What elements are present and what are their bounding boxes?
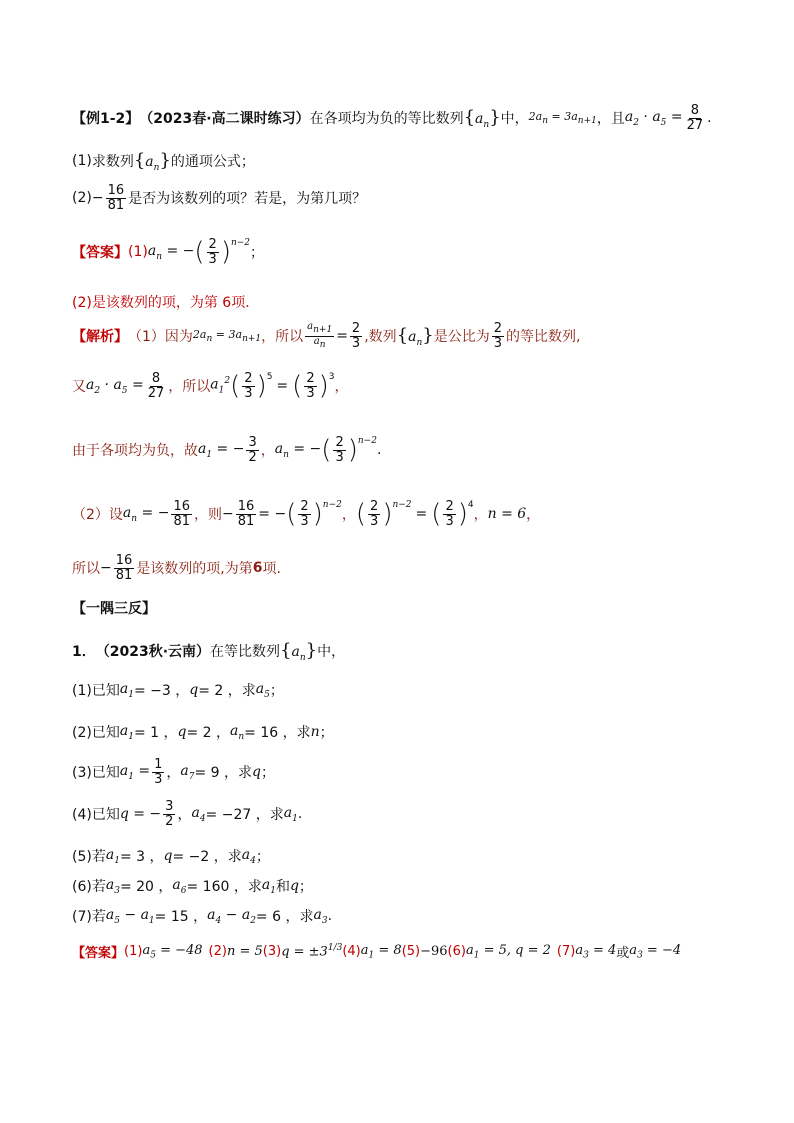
practice-item-6: (6)若 $a_3$ = 20 ， $a_6$ = 160 ，求 $a_1$ 和 q ；: [72, 876, 313, 896]
answer-line-1: 【答案】 (1) $a_n$ = − ( $\frac{2}{3}$ ) $^{n-2}$ ；: [72, 237, 265, 268]
practice-item-7: (7)若 $a_5 - a_1$ = 15 ， $a_4 - a_2$ = 6 ，求 $a_3$ .: [72, 906, 333, 926]
practice-item-1: (1)已知 $a_1$ = −3 ， q = 2 ，求 $a_5$ ；: [72, 680, 284, 700]
practice-item-4: (4)已知 q = − $\frac{3}{2}$ ， $a_4$ = −27 ，求 $a_1$ .: [72, 799, 303, 829]
practice-item-2: (2)已知 $a_1$ = 1 ， q = 2 ， $a_n$ = 16 ，求 n ；: [72, 722, 334, 742]
frac-8-27: $\frac{8}{27}$: [686, 103, 704, 133]
answer-line-2: (2)是该数列的项，为第 6项.: [72, 295, 250, 311]
example-source: （2023春·高二课时练习）: [139, 111, 310, 128]
cond-2an: $2a_n = 3a_{n+1}$: [528, 110, 597, 127]
example-tag: 【例1-2】: [72, 111, 140, 128]
solution-line-5: 所以 − $\frac{16}{81}$ 是该数列的项,为第 6 项.: [72, 553, 281, 583]
example-stem-line: 【例1-2】 （2023春·高二课时练习） 在各项均为负的等比数列 $\{a_n\}$ 中， $2a_n = 3a_{n+1}$ ，且 $a_2 \cdot a_5$ = $\frac{8}{27}$ .: [72, 103, 712, 133]
final-answer-tag: 【答案】: [72, 946, 125, 961]
final-answer-line: 【答案】 (1) $a_5 = -48$ (2) n = 5 (3) $q = \pm 3^{1/3}$ (4) $a_1 = 8$ (5) −96 (6) $a_1 = 5$, q = 2 (7) $a_3 = 4$ 或 $a_3 = -4$: [72, 942, 682, 961]
practice-item-5: (5)若 $a_1$ = 3 ， q = −2 ，求 $a_4$ ；: [72, 846, 270, 866]
example-stem: 在各项均为负的等比数列: [309, 111, 464, 128]
solution-line-3: 由于各项均为负，故 $a_1$ = − $\frac{3}{2}$ ， $a_n$ = − ( $\frac{2}{3}$ ) $^{n-2}$ .: [72, 435, 382, 466]
solution-line-2: 又 $a_2 \cdot a_5$ = $\frac{8}{27}$ ，所以 $a_1^2$ ( $\frac{2}{3}$ ) $^5$ = ( $\frac{2}{3}$ ) $^3$ ，: [72, 371, 349, 402]
practice-title: 【一隅三反】: [72, 601, 156, 617]
question-2: (2) − $\frac{16}{81}$ 是否为该数列的项？若是，为第几项？: [72, 183, 367, 213]
solution-line-4: （2）设 $a_n$ = − $\frac{16}{81}$ ，则 − $\frac{16}{81}$ = − ( $\frac{2}{3}$ ) $^{n-2}$ ， ( $\frac{2}{3}$ ) $^{n-2}$ = ( $\frac{2}{3}$ ) $^4$ ， n = 6 ，: [72, 499, 541, 530]
seq-an: $\{a_n\}$: [463, 106, 501, 130]
solution-line-1: 【解析】 （1）因为 $2a_n = 3a_{n+1}$ ，所以 $\frac{a_{n+1}}{a_n}$ = $\frac{2}{3}$ ,数列 $\{a_n\}$ 是公比为 $\frac{2}{3}$ 的等比数列,: [72, 321, 581, 351]
solution-tag: 【解析】: [72, 329, 128, 346]
cond-a2a5: $a_2 \cdot a_5$ =: [624, 108, 683, 128]
practice-item-3: (3)已知 $a_1$ = $\frac{1}{3}$ ， $a_7$ = 9 ，求 q ；: [72, 757, 276, 787]
example-and: ，且: [596, 111, 625, 128]
question-1: (1) 求数列 $\{a_n\}$ 的通项公式；: [72, 150, 255, 173]
answer-tag: 【答案】: [72, 245, 128, 262]
frac-16-81: $\frac{16}{81}$: [107, 183, 125, 213]
practice-stem: 1． （2023秋·云南） 在等比数列 $\{a_n\}$ 中，: [72, 640, 346, 663]
example-stem2: 中，: [500, 111, 529, 128]
